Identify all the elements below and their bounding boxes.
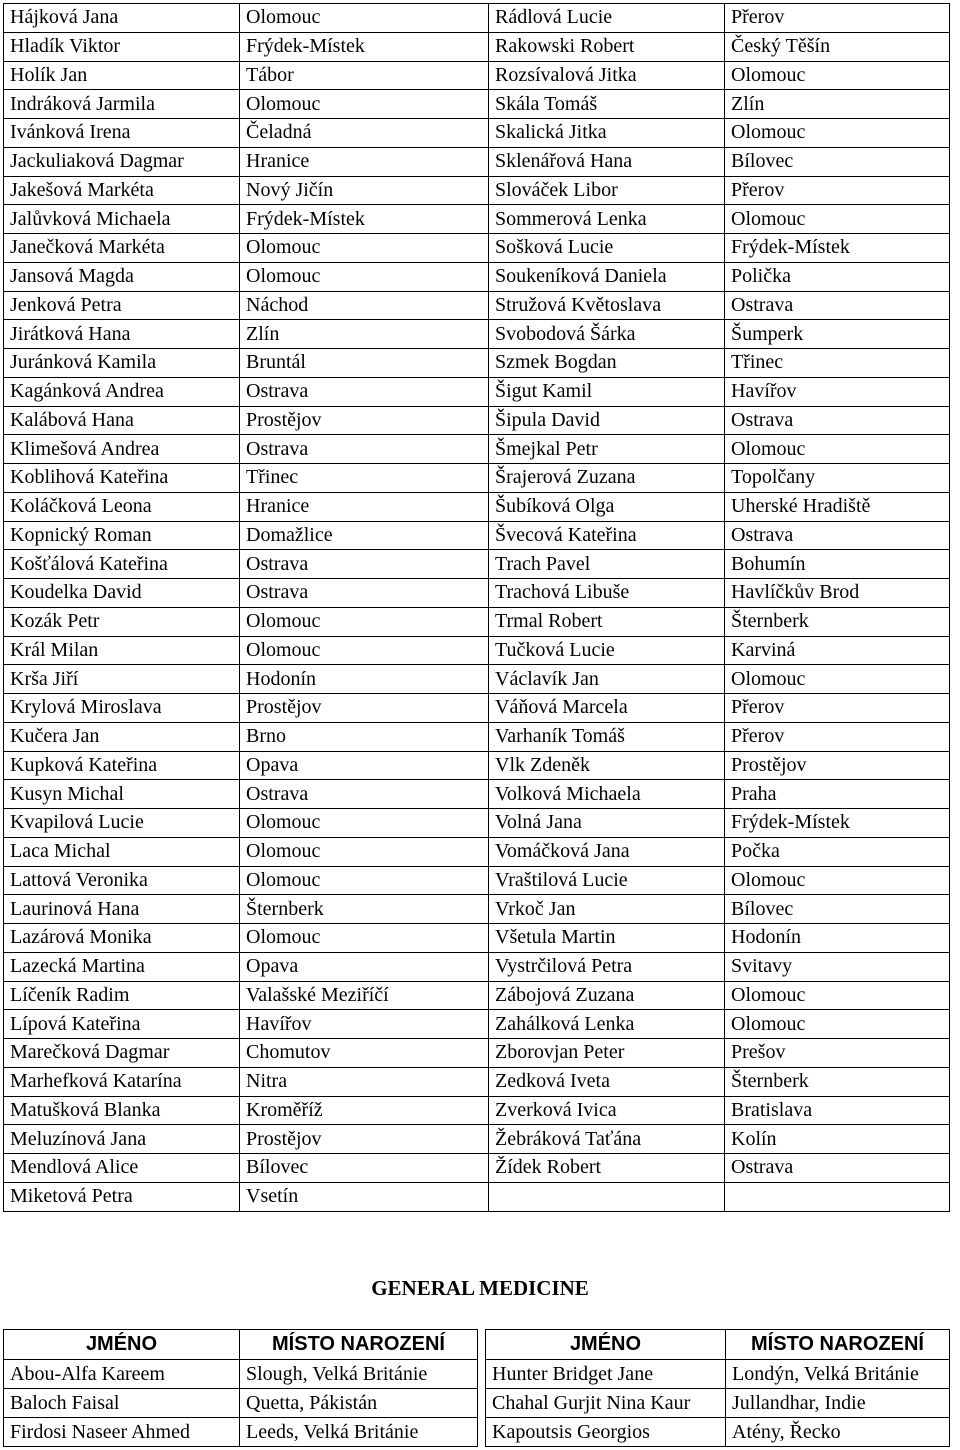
birthplace-cell: Olomouc xyxy=(725,205,950,234)
table-row xyxy=(4,291,950,320)
name-cell: Koudelka David xyxy=(4,579,240,608)
birthplace-cell: Opava xyxy=(240,952,489,981)
name-cell: Kopnický Roman xyxy=(4,521,240,550)
name-cell: Meluzínová Jana xyxy=(4,1125,240,1154)
table-row xyxy=(4,492,950,521)
name-cell: Košťálová Kateřina xyxy=(4,550,240,579)
table-row xyxy=(4,607,950,636)
name-cell: Šipula David xyxy=(489,406,725,435)
name-cell: Chahal Gurjit Nina Kaur xyxy=(486,1389,726,1418)
birthplace-cell: Bílovec xyxy=(240,1154,489,1183)
birthplace-cell: Šternberk xyxy=(725,607,950,636)
name-cell: Zverková Ivica xyxy=(489,1096,725,1125)
name-cell: Rozsívalová Jitka xyxy=(489,61,725,90)
birthplace-cell: Chomutov xyxy=(240,1039,489,1068)
name-cell: Žídek Robert xyxy=(489,1154,725,1183)
name-cell: Lattová Veronika xyxy=(4,866,240,895)
birthplace-cell: Přerov xyxy=(725,176,950,205)
header-name: JMÉNO xyxy=(486,1330,726,1360)
name-cell: Koláčková Leona xyxy=(4,492,240,521)
student-list-table xyxy=(3,3,950,1212)
birthplace-cell: Olomouc xyxy=(240,262,489,291)
birthplace-cell: Opava xyxy=(240,751,489,780)
birthplace-cell: Bílovec xyxy=(725,147,950,176)
birthplace-cell: Slough, Velká Británie xyxy=(240,1360,478,1389)
birthplace-cell: Uherské Hradiště xyxy=(725,492,950,521)
table-row xyxy=(4,981,950,1010)
birthplace-cell: Ostrava xyxy=(240,435,489,464)
birthplace-cell: Šumperk xyxy=(725,320,950,349)
name-cell: Holík Jan xyxy=(4,61,240,90)
table-row xyxy=(4,924,950,953)
name-cell: Trmal Robert xyxy=(489,607,725,636)
name-cell: Jenková Petra xyxy=(4,291,240,320)
birthplace-cell: Havlíčkův Brod xyxy=(725,579,950,608)
birthplace-cell: Zlín xyxy=(725,90,950,119)
table-row xyxy=(4,61,950,90)
birthplace-cell: Ostrava xyxy=(240,377,489,406)
name-cell: Švecová Kateřina xyxy=(489,521,725,550)
birthplace-cell: Šternberk xyxy=(240,895,489,924)
table-row xyxy=(4,866,950,895)
name-cell: Sklenářová Hana xyxy=(489,147,725,176)
birthplace-cell: Bratislava xyxy=(725,1096,950,1125)
birthplace-cell: Ostrava xyxy=(725,1154,950,1183)
birthplace-cell: Olomouc xyxy=(240,4,489,33)
birthplace-cell: Nový Jičín xyxy=(240,176,489,205)
birthplace-cell: Olomouc xyxy=(240,636,489,665)
birthplace-cell: Přerov xyxy=(725,694,950,723)
birthplace-cell: Leeds, Velká Británie xyxy=(240,1418,478,1447)
name-cell: Zahálková Lenka xyxy=(489,1010,725,1039)
birthplace-cell: Bílovec xyxy=(725,895,950,924)
table-row xyxy=(4,176,950,205)
birthplace-cell: Olomouc xyxy=(240,866,489,895)
birthplace-cell: Bohumín xyxy=(725,550,950,579)
birthplace-cell: Přerov xyxy=(725,722,950,751)
table-row xyxy=(4,665,950,694)
header-birthplace: MÍSTO NAROZENÍ xyxy=(726,1330,950,1360)
name-cell: Šigut Kamil xyxy=(489,377,725,406)
birthplace-cell: Frýdek-Místek xyxy=(725,809,950,838)
name-cell: Baloch Faisal xyxy=(4,1389,240,1418)
table-row xyxy=(4,895,950,924)
birthplace-cell: Přerov xyxy=(725,4,950,33)
name-cell: Trachová Libuše xyxy=(489,579,725,608)
birthplace-cell: Valašské Meziříčí xyxy=(240,981,489,1010)
table-row xyxy=(4,579,950,608)
birthplace-cell: Český Těšín xyxy=(725,32,950,61)
birthplace-cell: Počka xyxy=(725,837,950,866)
birthplace-cell: Třinec xyxy=(725,349,950,378)
birthplace-cell: Olomouc xyxy=(725,61,950,90)
birthplace-cell: Hodonín xyxy=(240,665,489,694)
birthplace-cell: Olomouc xyxy=(725,866,950,895)
name-cell: Hunter Bridget Jane xyxy=(486,1360,726,1389)
birthplace-cell: Frýdek-Místek xyxy=(240,205,489,234)
birthplace-cell: Domažlice xyxy=(240,521,489,550)
birthplace-cell: Olomouc xyxy=(240,837,489,866)
name-cell: Krylová Miroslava xyxy=(4,694,240,723)
birthplace-cell: Londýn, Velká Británie xyxy=(726,1360,950,1389)
birthplace-cell: Frýdek-Místek xyxy=(725,234,950,263)
name-cell xyxy=(489,1182,725,1211)
table-row xyxy=(4,809,950,838)
birthplace-cell xyxy=(725,1182,950,1211)
table-row xyxy=(4,952,950,981)
birthplace-cell: Olomouc xyxy=(240,809,489,838)
table-row xyxy=(4,32,950,61)
name-cell: Tučková Lucie xyxy=(489,636,725,665)
general-medicine-table xyxy=(3,1329,950,1447)
table-row xyxy=(4,349,950,378)
birthplace-cell: Olomouc xyxy=(725,1010,950,1039)
table-row xyxy=(4,1039,950,1068)
table-row xyxy=(4,694,950,723)
name-cell: Matušková Blanka xyxy=(4,1096,240,1125)
name-cell: Laurinová Hana xyxy=(4,895,240,924)
name-cell: Šrajerová Zuzana xyxy=(489,464,725,493)
birthplace-cell: Svitavy xyxy=(725,952,950,981)
table-row xyxy=(4,4,950,33)
name-cell: Král Milan xyxy=(4,636,240,665)
table-row xyxy=(4,1360,950,1389)
birthplace-cell: Šternberk xyxy=(725,1067,950,1096)
birthplace-cell: Kolín xyxy=(725,1125,950,1154)
name-cell: Kalábová Hana xyxy=(4,406,240,435)
name-cell: Váňová Marcela xyxy=(489,694,725,723)
name-cell: Kučera Jan xyxy=(4,722,240,751)
birthplace-cell: Olomouc xyxy=(240,607,489,636)
table-row xyxy=(4,1418,950,1447)
table-header-row xyxy=(4,1330,950,1360)
name-cell: Vlk Zdeněk xyxy=(489,751,725,780)
table-row xyxy=(4,147,950,176)
name-cell: Juránková Kamila xyxy=(4,349,240,378)
birthplace-cell: Zlín xyxy=(240,320,489,349)
birthplace-cell: Prostějov xyxy=(240,1125,489,1154)
table-row xyxy=(4,464,950,493)
name-cell: Zedková Iveta xyxy=(489,1067,725,1096)
table-row xyxy=(4,837,950,866)
name-cell: Koblihová Kateřina xyxy=(4,464,240,493)
name-cell: Lazárová Monika xyxy=(4,924,240,953)
birthplace-cell: Olomouc xyxy=(725,665,950,694)
name-cell: Líčeník Radim xyxy=(4,981,240,1010)
birthplace-cell: Olomouc xyxy=(240,234,489,263)
name-cell: Sošková Lucie xyxy=(489,234,725,263)
name-cell: Kozák Petr xyxy=(4,607,240,636)
birthplace-cell: Ostrava xyxy=(240,780,489,809)
birthplace-cell: Havířov xyxy=(725,377,950,406)
birthplace-cell: Nitra xyxy=(240,1067,489,1096)
table-row xyxy=(4,234,950,263)
name-cell: Vrkoč Jan xyxy=(489,895,725,924)
table-row xyxy=(4,119,950,148)
column-gap xyxy=(478,1360,486,1389)
name-cell: Kvapilová Lucie xyxy=(4,809,240,838)
birthplace-cell: Ostrava xyxy=(725,291,950,320)
column-gap xyxy=(478,1330,486,1360)
name-cell: Václavík Jan xyxy=(489,665,725,694)
table-row xyxy=(4,751,950,780)
table-row xyxy=(4,1010,950,1039)
birthplace-cell: Jullandhar, Indie xyxy=(726,1389,950,1418)
birthplace-cell: Tábor xyxy=(240,61,489,90)
column-gap xyxy=(478,1418,486,1447)
name-cell: Marhefková Katarína xyxy=(4,1067,240,1096)
table-row xyxy=(4,636,950,665)
name-cell: Vomáčková Jana xyxy=(489,837,725,866)
name-cell: Všetula Martin xyxy=(489,924,725,953)
name-cell: Ivánková Irena xyxy=(4,119,240,148)
name-cell: Rádlová Lucie xyxy=(489,4,725,33)
name-cell: Šmejkal Petr xyxy=(489,435,725,464)
table-row xyxy=(4,1125,950,1154)
birthplace-cell: Havířov xyxy=(240,1010,489,1039)
name-cell: Stružová Květoslava xyxy=(489,291,725,320)
table-row xyxy=(4,1182,950,1211)
birthplace-cell: Ostrava xyxy=(240,579,489,608)
birthplace-cell: Ostrava xyxy=(725,406,950,435)
table-row xyxy=(4,377,950,406)
table-row xyxy=(4,320,950,349)
name-cell: Šubíková Olga xyxy=(489,492,725,521)
name-cell: Janečková Markéta xyxy=(4,234,240,263)
name-cell: Hájková Jana xyxy=(4,4,240,33)
name-cell: Firdosi Naseer Ahmed xyxy=(4,1418,240,1447)
name-cell: Jirátková Hana xyxy=(4,320,240,349)
birthplace-cell: Frýdek-Místek xyxy=(240,32,489,61)
name-cell: Trach Pavel xyxy=(489,550,725,579)
name-cell: Svobodová Šárka xyxy=(489,320,725,349)
name-cell: Jakešová Markéta xyxy=(4,176,240,205)
birthplace-cell: Náchod xyxy=(240,291,489,320)
name-cell: Kapoutsis Georgios xyxy=(486,1418,726,1447)
birthplace-cell: Vsetín xyxy=(240,1182,489,1211)
table-row xyxy=(4,1096,950,1125)
table-row xyxy=(4,1389,950,1418)
name-cell: Slováček Libor xyxy=(489,176,725,205)
header-name: JMÉNO xyxy=(4,1330,240,1360)
birthplace-cell: Prostějov xyxy=(725,751,950,780)
name-cell: Vystrčilová Petra xyxy=(489,952,725,981)
birthplace-cell: Praha xyxy=(725,780,950,809)
birthplace-cell: Prešov xyxy=(725,1039,950,1068)
birthplace-cell: Olomouc xyxy=(240,924,489,953)
table-row xyxy=(4,262,950,291)
name-cell: Soukeníková Daniela xyxy=(489,262,725,291)
name-cell: Jackuliaková Dagmar xyxy=(4,147,240,176)
name-cell: Mendlová Alice xyxy=(4,1154,240,1183)
name-cell: Krša Jiří xyxy=(4,665,240,694)
name-cell: Hladík Viktor xyxy=(4,32,240,61)
birthplace-cell: Topolčany xyxy=(725,464,950,493)
name-cell: Marečková Dagmar xyxy=(4,1039,240,1068)
birthplace-cell: Hodonín xyxy=(725,924,950,953)
header-birthplace: MÍSTO NAROZENÍ xyxy=(240,1330,478,1360)
birthplace-cell: Karviná xyxy=(725,636,950,665)
name-cell: Abou-Alfa Kareem xyxy=(4,1360,240,1389)
birthplace-cell: Ostrava xyxy=(240,550,489,579)
table-row xyxy=(4,1067,950,1096)
name-cell: Kagánková Andrea xyxy=(4,377,240,406)
birthplace-cell: Ostrava xyxy=(725,521,950,550)
birthplace-cell: Atény, Řecko xyxy=(726,1418,950,1447)
name-cell: Lípová Kateřina xyxy=(4,1010,240,1039)
name-cell: Skalická Jitka xyxy=(489,119,725,148)
table-row xyxy=(4,90,950,119)
name-cell: Lazecká Martina xyxy=(4,952,240,981)
name-cell: Szmek Bogdan xyxy=(489,349,725,378)
birthplace-cell: Čeladná xyxy=(240,119,489,148)
name-cell: Volková Michaela xyxy=(489,780,725,809)
table-row xyxy=(4,550,950,579)
name-cell: Vraštilová Lucie xyxy=(489,866,725,895)
birthplace-cell: Brno xyxy=(240,722,489,751)
table-row xyxy=(4,780,950,809)
table-row xyxy=(4,722,950,751)
birthplace-cell: Kroměříž xyxy=(240,1096,489,1125)
birthplace-cell: Hranice xyxy=(240,492,489,521)
name-cell: Rakowski Robert xyxy=(489,32,725,61)
column-gap xyxy=(478,1389,486,1418)
birthplace-cell: Olomouc xyxy=(725,435,950,464)
name-cell: Klimešová Andrea xyxy=(4,435,240,464)
name-cell: Indráková Jarmila xyxy=(4,90,240,119)
birthplace-cell: Bruntál xyxy=(240,349,489,378)
birthplace-cell: Prostějov xyxy=(240,694,489,723)
birthplace-cell: Hranice xyxy=(240,147,489,176)
name-cell: Skála Tomáš xyxy=(489,90,725,119)
name-cell: Zábojová Zuzana xyxy=(489,981,725,1010)
name-cell: Kupková Kateřina xyxy=(4,751,240,780)
birthplace-cell: Quetta, Pákistán xyxy=(240,1389,478,1418)
name-cell: Laca Michal xyxy=(4,837,240,866)
name-cell: Varhaník Tomáš xyxy=(489,722,725,751)
name-cell: Žebráková Taťána xyxy=(489,1125,725,1154)
birthplace-cell: Olomouc xyxy=(725,119,950,148)
table-row xyxy=(4,435,950,464)
birthplace-cell: Olomouc xyxy=(240,90,489,119)
birthplace-cell: Polička xyxy=(725,262,950,291)
table-row xyxy=(4,1154,950,1183)
table-row xyxy=(4,521,950,550)
name-cell: Volná Jana xyxy=(489,809,725,838)
name-cell: Zborovjan Peter xyxy=(489,1039,725,1068)
name-cell: Kusyn Michal xyxy=(4,780,240,809)
name-cell: Sommerová Lenka xyxy=(489,205,725,234)
name-cell: Miketová Petra xyxy=(4,1182,240,1211)
section-title: GENERAL MEDICINE xyxy=(371,1276,589,1300)
table-row xyxy=(4,205,950,234)
name-cell: Jalůvková Michaela xyxy=(4,205,240,234)
name-cell: Jansová Magda xyxy=(4,262,240,291)
table-row xyxy=(4,406,950,435)
birthplace-cell: Olomouc xyxy=(725,981,950,1010)
birthplace-cell: Prostějov xyxy=(240,406,489,435)
birthplace-cell: Třinec xyxy=(240,464,489,493)
